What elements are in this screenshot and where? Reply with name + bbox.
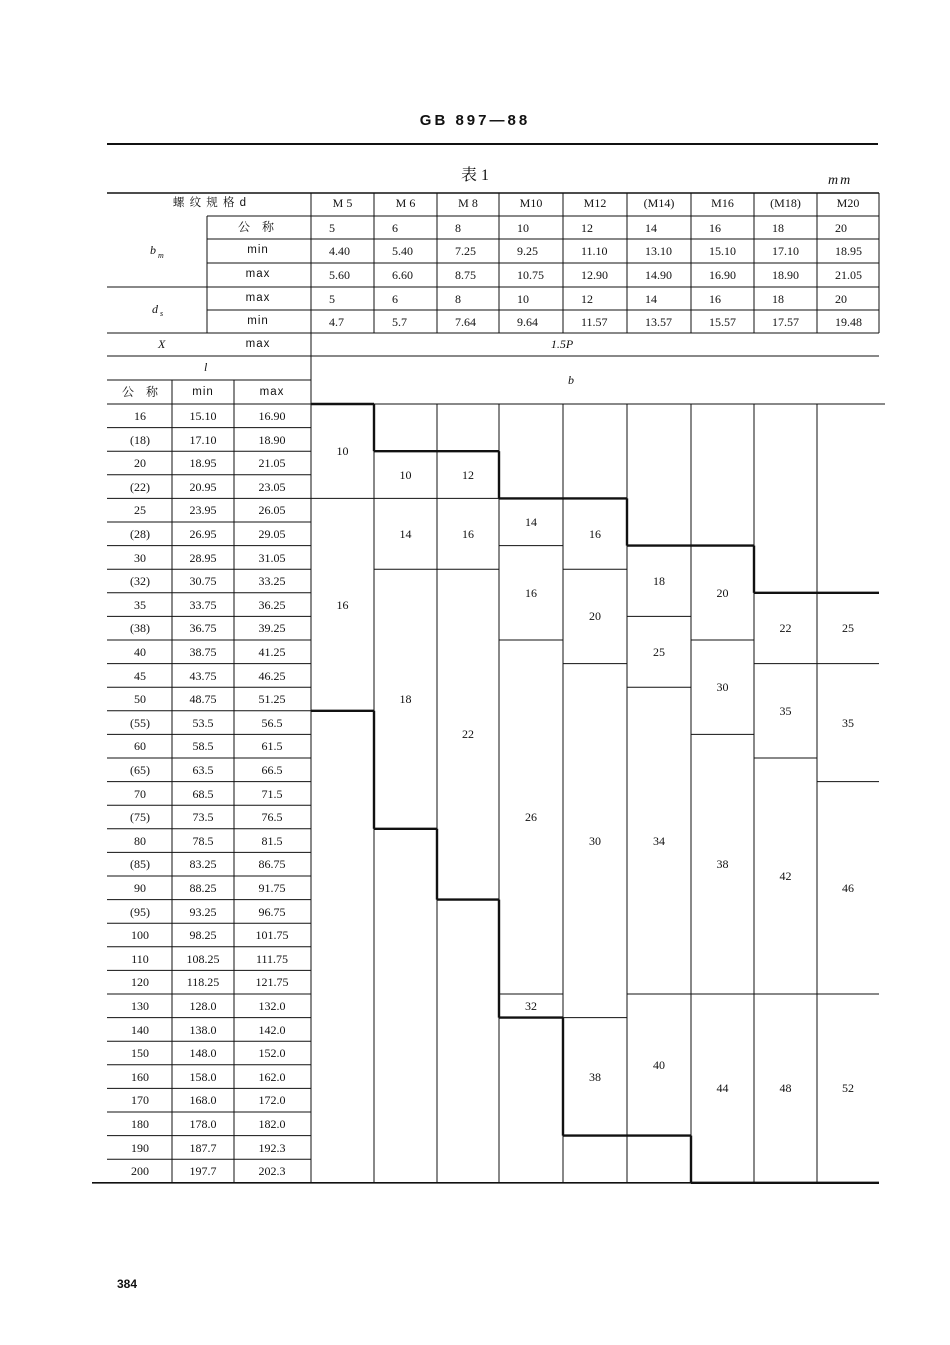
bm_nominal-value-0: 5 xyxy=(329,221,335,235)
size-label-5: (M14) xyxy=(643,196,675,210)
l-min-20: 88.25 xyxy=(189,881,217,895)
x-label: X xyxy=(158,337,166,351)
bm_max-value-4: 12.90 xyxy=(581,268,608,282)
l-max-8: 36.25 xyxy=(258,597,286,612)
l-nominal-25: 130 xyxy=(131,999,149,1013)
l-nominal-32: 200 xyxy=(131,1164,149,1179)
l-min-9: 36.75 xyxy=(189,621,217,636)
l-min-10: 38.75 xyxy=(189,645,217,659)
b-value-8-2: 46 xyxy=(842,880,854,895)
b-value-6-0: 20 xyxy=(716,585,729,600)
bm-min-label: min xyxy=(247,244,269,256)
b-value-4-0: 16 xyxy=(589,526,601,541)
ds-min-label: min xyxy=(247,315,269,327)
l-nominal-1: (18) xyxy=(130,432,150,447)
ds_min-value-4: 11.57 xyxy=(581,315,608,329)
b-value-3-2: 26 xyxy=(525,810,537,824)
bm-subscript: m xyxy=(158,251,164,260)
l-min-11: 43.75 xyxy=(189,668,217,683)
ds_min-value-8: 19.48 xyxy=(835,315,862,329)
bm_min-value-4: 11.10 xyxy=(581,244,608,258)
l-max-2: 21.05 xyxy=(258,456,286,471)
bm_max-value-2: 8.75 xyxy=(455,268,476,282)
b-value-0-0: 10 xyxy=(336,444,349,459)
b-value-3-3: 32 xyxy=(525,998,537,1013)
l-max-15: 66.5 xyxy=(261,763,283,777)
l-max-31: 192.3 xyxy=(258,1140,286,1155)
l-nominal-10: 40 xyxy=(134,645,146,659)
l-min-25: 128.0 xyxy=(189,999,217,1013)
b-value-2-1: 16 xyxy=(462,526,474,541)
b-value-5-0: 18 xyxy=(653,574,665,588)
bm_min-value-1: 5.40 xyxy=(392,244,413,258)
x-max-label: max xyxy=(245,338,271,350)
l-nominal-9: (38) xyxy=(130,621,150,636)
b-value-3-1: 16 xyxy=(525,585,537,600)
l-min-12: 48.75 xyxy=(189,692,217,707)
page-number: 384 xyxy=(117,1277,138,1291)
bm-nominal-label: 公 称 xyxy=(237,220,275,234)
l-min-3: 20.95 xyxy=(189,479,217,494)
b-value-5-2: 34 xyxy=(653,833,665,848)
bm_min-value-3: 9.25 xyxy=(517,244,538,258)
l-max-14: 61.5 xyxy=(261,739,283,754)
l-min-18: 78.5 xyxy=(192,833,214,848)
l-max-12: 51.25 xyxy=(258,692,286,707)
l-max-10: 41.25 xyxy=(258,645,286,659)
b-value-4-2: 30 xyxy=(589,833,601,848)
l-max-7: 33.25 xyxy=(258,574,286,589)
b-value-1-1: 14 xyxy=(399,526,412,541)
l-max-5: 29.05 xyxy=(258,527,286,541)
l-nominal-14: 60 xyxy=(134,739,146,754)
l-min-label: min xyxy=(192,386,214,398)
b-value-2-0: 12 xyxy=(462,467,474,482)
l-max-29: 172.0 xyxy=(258,1093,286,1108)
bm_min-value-7: 17.10 xyxy=(772,244,799,258)
b-value-4-1: 20 xyxy=(589,609,601,624)
ds_max-value-4: 12 xyxy=(581,292,593,306)
b-value-6-2: 38 xyxy=(716,857,729,872)
l-max-6: 31.05 xyxy=(258,550,286,565)
l-nominal-7: (32) xyxy=(130,574,150,589)
table-caption: 表 1 xyxy=(460,167,489,184)
b-value-7-1: 35 xyxy=(779,703,792,718)
l-nominal-18: 80 xyxy=(134,833,146,848)
size-label-2: M 8 xyxy=(458,196,478,210)
l-max-20: 91.75 xyxy=(258,881,286,895)
l-max-30: 182.0 xyxy=(258,1117,286,1131)
bm_max-value-1: 6.60 xyxy=(392,268,413,282)
l-nominal-20: 90 xyxy=(134,881,146,895)
l-min-14: 58.5 xyxy=(192,739,214,754)
bm_max-value-7: 18.90 xyxy=(772,268,799,282)
l-min-30: 178.0 xyxy=(189,1117,217,1131)
l-nominal-label: 公 称 xyxy=(121,385,159,399)
l-min-13: 53.5 xyxy=(192,715,214,730)
l-max-26: 142.0 xyxy=(258,1022,286,1037)
b-value-3-0: 14 xyxy=(525,515,537,529)
l-nominal-6: 30 xyxy=(134,550,146,565)
ds-label: d xyxy=(152,302,158,316)
l-min-2: 18.95 xyxy=(189,456,217,471)
l-min-28: 158.0 xyxy=(189,1069,217,1084)
l-nominal-19: (85) xyxy=(130,857,150,872)
bm_max-value-5: 14.90 xyxy=(645,268,672,282)
l-max-4: 26.05 xyxy=(258,503,286,518)
l-min-16: 68.5 xyxy=(192,786,214,801)
ds_min-value-1: 5.7 xyxy=(392,315,407,329)
thread-spec-label: 螺 纹 规 格 d xyxy=(172,197,248,209)
ds_min-value-7: 17.57 xyxy=(772,315,799,329)
l-nominal-29: 170 xyxy=(131,1093,149,1108)
l-nominal-22: 100 xyxy=(131,928,149,943)
l-nominal-28: 160 xyxy=(131,1069,149,1084)
bm_max-value-8: 21.05 xyxy=(835,268,862,282)
b-value-1-0: 10 xyxy=(399,467,412,482)
b-value-7-2: 42 xyxy=(779,869,792,883)
ds-subscript: s xyxy=(160,309,164,318)
l-nominal-23: 110 xyxy=(131,951,149,966)
l-min-1: 17.10 xyxy=(189,432,217,447)
ds_max-value-0: 5 xyxy=(329,292,335,306)
ds_max-value-2: 8 xyxy=(455,292,461,306)
ds_min-value-2: 7.64 xyxy=(455,315,476,329)
l-max-25: 132.0 xyxy=(258,999,286,1013)
bm_max-value-3: 10.75 xyxy=(517,268,544,282)
l-min-7: 30.75 xyxy=(189,574,217,589)
size-label-6: M16 xyxy=(711,196,734,210)
l-nominal-4: 25 xyxy=(134,503,146,518)
ds_max-value-3: 10 xyxy=(517,292,529,306)
size-label-7: (M18) xyxy=(770,196,801,210)
l-min-19: 83.25 xyxy=(189,857,217,872)
size-label-0: M 5 xyxy=(332,196,353,210)
l-min-24: 118.25 xyxy=(186,975,220,990)
l-nominal-24: 120 xyxy=(131,975,149,990)
l-min-29: 168.0 xyxy=(189,1093,217,1108)
bm_max-value-0: 5.60 xyxy=(329,268,350,282)
b-value-7-0: 22 xyxy=(779,621,792,636)
bm_nominal-value-2: 8 xyxy=(455,221,461,235)
l-min-15: 63.5 xyxy=(192,763,214,777)
b-value-8-0: 25 xyxy=(842,621,854,636)
bm_nominal-value-4: 12 xyxy=(581,221,593,235)
unit-label: mm xyxy=(828,173,853,188)
l-max-17: 76.5 xyxy=(261,810,283,825)
l-nominal-16: 70 xyxy=(134,786,146,801)
l-nominal-3: (22) xyxy=(130,479,150,494)
bm-max-label: max xyxy=(245,268,271,280)
b-value-8-1: 35 xyxy=(842,715,854,730)
l-min-17: 73.5 xyxy=(192,810,214,825)
size-label-8: M20 xyxy=(836,196,860,210)
l-min-31: 187.7 xyxy=(189,1140,217,1155)
l-nominal-2: 20 xyxy=(134,456,146,471)
l-max-19: 86.75 xyxy=(258,857,286,872)
ds_max-value-8: 20 xyxy=(835,292,847,306)
ds_max-value-5: 14 xyxy=(645,292,657,306)
ds_min-value-6: 15.57 xyxy=(709,315,736,329)
l-min-8: 33.75 xyxy=(189,597,217,612)
l-nominal-26: 140 xyxy=(131,1022,149,1037)
ds_min-value-0: 4.7 xyxy=(329,315,344,329)
ds_min-value-3: 9.64 xyxy=(517,315,538,329)
l-label: l xyxy=(204,360,208,374)
l-min-0: 15.10 xyxy=(189,409,217,423)
b-value-6-3: 44 xyxy=(716,1081,729,1096)
bm_nominal-value-7: 18 xyxy=(772,221,784,235)
ds_min-value-5: 13.57 xyxy=(645,315,672,329)
b-value-2-2: 22 xyxy=(462,727,474,742)
bm-label: b xyxy=(150,243,156,257)
b-label: b xyxy=(568,373,574,387)
b-value-1-2: 18 xyxy=(399,692,412,706)
l-max-27: 152.0 xyxy=(258,1046,286,1061)
l-max-23: 111.75 xyxy=(255,951,289,966)
l-max-21: 96.75 xyxy=(258,904,286,919)
size-label-3: M10 xyxy=(519,196,543,210)
l-min-4: 23.95 xyxy=(189,503,217,518)
x-value: 1.5P xyxy=(550,337,574,351)
ds_max-value-7: 18 xyxy=(772,292,784,306)
standard-number: GB 897—88 xyxy=(419,112,531,129)
l-min-22: 98.25 xyxy=(189,928,217,943)
bm_min-value-0: 4.40 xyxy=(329,244,350,258)
l-max-22: 101.75 xyxy=(255,928,289,943)
bm_nominal-value-1: 6 xyxy=(392,221,398,235)
l-min-21: 93.25 xyxy=(189,904,217,919)
l-max-0: 16.90 xyxy=(258,409,286,423)
l-max-label: max xyxy=(259,386,285,398)
l-max-1: 18.90 xyxy=(258,432,286,447)
l-max-9: 39.25 xyxy=(258,621,286,636)
l-nominal-30: 180 xyxy=(131,1117,149,1131)
l-max-24: 121.75 xyxy=(255,975,289,990)
bm_min-value-8: 18.95 xyxy=(835,244,862,258)
l-nominal-27: 150 xyxy=(131,1046,149,1061)
b-value-6-1: 30 xyxy=(716,680,729,695)
bm_nominal-value-3: 10 xyxy=(517,221,529,235)
bm_nominal-value-8: 20 xyxy=(835,221,847,235)
bm_min-value-6: 15.10 xyxy=(709,244,736,258)
size-label-1: M 6 xyxy=(395,196,416,210)
l-nominal-31: 190 xyxy=(131,1140,149,1155)
ds_max-value-6: 16 xyxy=(709,292,721,306)
b-value-5-1: 25 xyxy=(653,644,665,659)
l-max-3: 23.05 xyxy=(258,479,286,494)
l-max-13: 56.5 xyxy=(261,715,283,730)
bm_min-value-2: 7.25 xyxy=(455,244,476,258)
l-min-23: 108.25 xyxy=(186,951,220,966)
l-max-18: 81.5 xyxy=(261,833,283,848)
l-min-32: 197.7 xyxy=(189,1164,217,1179)
l-nominal-15: (65) xyxy=(130,763,150,777)
l-max-16: 71.5 xyxy=(261,786,283,801)
l-max-11: 46.25 xyxy=(258,668,286,683)
l-nominal-17: (75) xyxy=(130,810,150,825)
bm_nominal-value-6: 16 xyxy=(709,221,721,235)
l-min-5: 26.95 xyxy=(189,527,217,541)
l-nominal-11: 45 xyxy=(134,668,146,683)
bm_nominal-value-5: 14 xyxy=(645,221,657,235)
l-nominal-21: (95) xyxy=(130,904,150,919)
l-nominal-0: 16 xyxy=(134,409,146,423)
l-nominal-8: 35 xyxy=(134,597,146,612)
l-nominal-5: (28) xyxy=(130,527,150,541)
b-value-4-3: 38 xyxy=(589,1069,601,1084)
l-nominal-12: 50 xyxy=(134,692,146,707)
b-value-5-3: 40 xyxy=(653,1057,665,1072)
size-label-4: M12 xyxy=(583,196,607,210)
ds-max-label: max xyxy=(245,292,271,304)
ds_max-value-1: 6 xyxy=(392,292,398,306)
l-max-28: 162.0 xyxy=(258,1069,286,1084)
l-min-6: 28.95 xyxy=(189,550,217,565)
bm_max-value-6: 16.90 xyxy=(709,268,736,282)
b-value-7-3: 48 xyxy=(779,1081,792,1096)
l-nominal-13: (55) xyxy=(130,715,150,730)
b-value-8-3: 52 xyxy=(842,1081,854,1096)
l-max-32: 202.3 xyxy=(258,1164,286,1179)
l-min-26: 138.0 xyxy=(189,1022,217,1037)
bm_min-value-5: 13.10 xyxy=(645,244,672,258)
b-value-0-1: 16 xyxy=(336,597,349,612)
l-min-27: 148.0 xyxy=(189,1046,217,1061)
